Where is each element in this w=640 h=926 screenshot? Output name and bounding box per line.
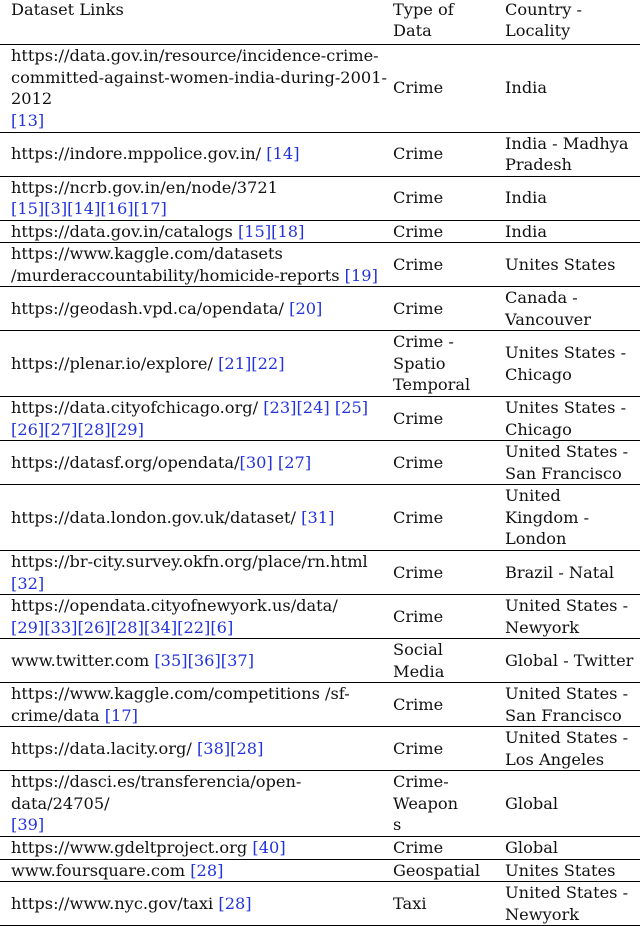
header-type-of-data — [387, 0, 499, 44]
type-cell: Crime — [387, 176, 499, 220]
country-cell: United States - Newyork — [499, 595, 640, 639]
dataset-link-cell — [0, 397, 387, 441]
table-row — [0, 639, 640, 683]
dataset-url[interactable]: https://indore.mppolice.gov.in/ — [11, 144, 262, 164]
type-cell — [387, 331, 499, 397]
table-row — [0, 771, 640, 837]
table-row — [0, 132, 640, 176]
type-cell: Crime — [387, 683, 499, 727]
citation-refs[interactable]: [23][24] [25][26][27][28][29] — [11, 398, 369, 439]
dataset-link-cell — [0, 551, 387, 595]
country-text: United Kingdom - London — [505, 486, 590, 549]
dataset-link-cell — [0, 44, 387, 132]
country-cell: India - Madhya Pradesh — [499, 132, 640, 176]
dataset-link-cell — [0, 859, 387, 882]
country-cell — [499, 485, 640, 551]
header-country-text: Country - Locality — [505, 0, 582, 40]
country-cell: United States - Newyork — [499, 882, 640, 926]
citation-refs[interactable]: [32] — [11, 573, 45, 593]
table-row — [0, 176, 640, 220]
citation-refs[interactable]: [13] — [11, 110, 45, 130]
type-cell: Crime — [387, 441, 499, 485]
header-type-text: Type of Data — [393, 0, 454, 40]
dataset-link-cell — [0, 639, 387, 683]
dataset-url[interactable]: https://www.gdeltproject.org — [11, 838, 248, 857]
table-row — [0, 683, 640, 727]
citation-refs[interactable]: [35][36][37] — [154, 650, 255, 670]
dataset-link-cell — [0, 683, 387, 727]
dataset-url[interactable]: https://datasf.org/opendata/ — [11, 452, 240, 472]
country-cell: Unites States - Chicago — [499, 397, 640, 441]
country-cell: United States - Los Angeles — [499, 727, 640, 771]
country-cell: Unites States — [499, 243, 640, 287]
dataset-url[interactable]: https://www.nyc.gov/taxi — [11, 893, 214, 913]
dataset-link-cell — [0, 243, 387, 287]
table-row — [0, 287, 640, 331]
country-cell: Unites States - Chicago — [499, 331, 640, 397]
dataset-link-cell — [0, 771, 387, 837]
country-cell: Global - Twitter — [499, 639, 640, 683]
dataset-link-cell — [0, 220, 387, 243]
table-row — [0, 859, 640, 882]
citation-refs[interactable]: [17] — [104, 705, 138, 725]
country-cell: Global — [499, 771, 640, 837]
citation-refs[interactable]: [15][18] — [237, 221, 305, 241]
table-row — [0, 243, 640, 287]
type-cell — [387, 639, 499, 683]
type-cell: Crime — [387, 485, 499, 551]
type-cell: Crime — [387, 551, 499, 595]
dataset-link-cell — [0, 882, 387, 926]
table-row — [0, 485, 640, 551]
type-cell: Geospatial — [387, 859, 499, 882]
type-cell: Crime — [387, 220, 499, 243]
dataset-link-cell — [0, 727, 387, 771]
table-row — [0, 44, 640, 132]
type-cell: Crime — [387, 243, 499, 287]
citation-refs[interactable]: [38][28] — [196, 738, 264, 758]
dataset-url[interactable]: https://data.gov.in/catalogs — [11, 221, 233, 241]
dataset-url[interactable]: https://opendata.cityofnewyork.us/data/ — [11, 596, 338, 615]
citation-refs[interactable]: [39] — [11, 815, 45, 835]
dataset-url[interactable]: https://www.kaggle.com/datasets /murderaccountability/homicide-reports — [11, 244, 340, 285]
dataset-url[interactable]: https://ncrb.gov.in/en/node/3721 — [11, 177, 278, 197]
header-row — [0, 0, 640, 44]
dataset-url[interactable]: https://data.gov.in/resource/incidence-crime-committed-against-women-india-during-2001-2012 — [11, 46, 387, 108]
citation-refs[interactable]: [28] — [190, 860, 224, 880]
table-row — [0, 837, 640, 860]
type-text: Social Media — [393, 640, 445, 681]
citation-refs[interactable]: [31] — [301, 507, 335, 527]
dataset-url[interactable]: https://br-city.survey.okfn.org/place/rn.html — [11, 552, 368, 571]
country-cell: Unites States — [499, 859, 640, 882]
dataset-link-cell — [0, 441, 387, 485]
dataset-link-cell — [0, 485, 387, 551]
type-text: Crime - Spatio Temporal — [393, 332, 471, 395]
dataset-link-cell — [0, 331, 387, 397]
dataset-url[interactable]: https://www.kaggle.com/competitions /sf-crime/data — [11, 684, 350, 725]
country-cell: Global — [499, 837, 640, 860]
country-cell: India — [499, 44, 640, 132]
table-row — [0, 397, 640, 441]
type-cell: Crime — [387, 44, 499, 132]
country-cell: Canada - Vancouver — [499, 287, 640, 331]
table-row — [0, 882, 640, 926]
type-cell: Taxi — [387, 882, 499, 926]
table-row — [0, 551, 640, 595]
dataset-link-cell — [0, 132, 387, 176]
type-cell: Crime — [387, 837, 499, 860]
citation-refs[interactable]: [29][33][26][28][34][22][6] — [11, 617, 234, 637]
citation-refs[interactable]: [28] — [218, 893, 252, 913]
type-cell: Crime — [387, 727, 499, 771]
dataset-url[interactable]: https://geodash.vpd.ca/opendata/ — [11, 298, 284, 318]
country-cell: India — [499, 220, 640, 243]
citation-refs[interactable]: [15][3][14][16][17] — [11, 199, 167, 218]
citation-refs[interactable]: [14] — [266, 144, 300, 164]
country-cell: United States - San Francisco — [499, 683, 640, 727]
dataset-url[interactable]: https://data.cityofchicago.org/ — [11, 398, 259, 417]
citation-refs[interactable]: [40] — [252, 838, 286, 857]
table-row — [0, 727, 640, 771]
table-row — [0, 220, 640, 243]
header-dataset-links: Dataset Links — [0, 0, 387, 44]
dataset-link-cell — [0, 837, 387, 860]
dataset-link-cell — [0, 595, 387, 639]
type-cell: Crime — [387, 287, 499, 331]
header-country-locality — [499, 0, 640, 44]
type-cell: Crime — [387, 132, 499, 176]
dataset-url[interactable]: https://data.london.gov.uk/dataset/ — [11, 507, 296, 527]
citation-refs[interactable]: [20] — [289, 298, 323, 318]
citation-refs[interactable]: [30] [27] — [239, 452, 312, 472]
table-row — [0, 595, 640, 639]
type-text: Crime-Weapons — [393, 772, 459, 835]
type-cell: Crime — [387, 397, 499, 441]
country-cell: India — [499, 176, 640, 220]
dataset-url[interactable]: www.twitter.com — [11, 650, 150, 670]
citation-refs[interactable]: [19] — [344, 265, 378, 285]
dataset-link-cell — [0, 287, 387, 331]
table-row — [0, 441, 640, 485]
type-cell: Crime — [387, 595, 499, 639]
dataset-url[interactable]: www.foursquare.com — [11, 860, 186, 880]
type-cell — [387, 771, 499, 837]
dataset-url[interactable]: https://dasci.es/transferencia/open-data/24705/ — [11, 772, 302, 813]
table-row — [0, 331, 640, 397]
country-cell: United States - San Francisco — [499, 441, 640, 485]
citation-refs[interactable]: [21][22] — [218, 353, 285, 373]
dataset-url[interactable]: https://plenar.io/explore/ — [11, 353, 213, 373]
dataset-url[interactable]: https://data.lacity.org/ — [11, 738, 192, 758]
country-cell: Brazil - Natal — [499, 551, 640, 595]
dataset-link-cell — [0, 176, 387, 220]
